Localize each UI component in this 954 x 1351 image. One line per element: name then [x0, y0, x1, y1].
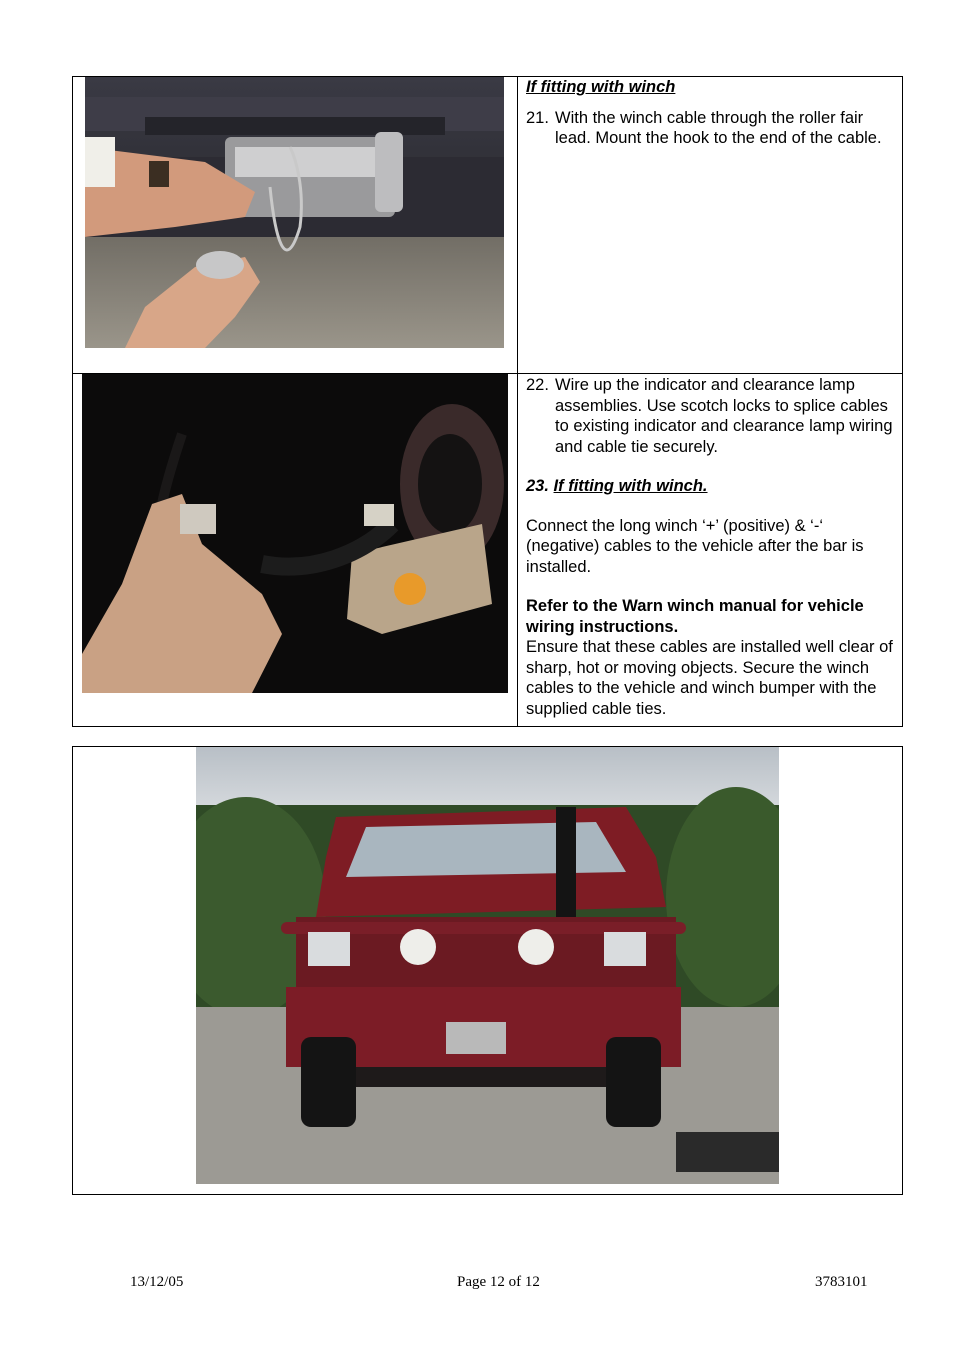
winch-heading: If fitting with winch: [526, 78, 676, 96]
refer-manual-text: Refer to the Warn winch manual for vehicle wiring instructions.: [526, 597, 864, 636]
step-23-heading: [526, 476, 896, 497]
row2-text: [526, 375, 896, 719]
winch-hook-photo: [85, 77, 504, 348]
instruction-table: [72, 76, 903, 727]
step-22-text: Wire up the indicator and clearance lamp assemblies. Use scotch locks to splice cables to existing indicator and clearance lamp wiring and cable tie securely.: [555, 376, 893, 456]
footer-doc-number: 3783101: [815, 1274, 868, 1290]
step-23-title: If fitting with winch.: [553, 477, 708, 495]
step-22-number: 22.: [526, 376, 549, 394]
ensure-cables-text: Ensure that these cables are installed well clear of sharp, hot or moving objects. Secure the winch cables to the vehicle and winch bumper with the supplied cable ties.: [526, 638, 893, 718]
vehicle-photo-box: [72, 746, 903, 1195]
step-21: [526, 108, 892, 149]
vehicle-bullbar-photo: [196, 747, 779, 1184]
connect-cables-text: Connect the long winch ‘+’ (positive) & ‘-‘ (negative) cables to the vehicle after the bar is installed.: [526, 516, 864, 576]
lamp-wiring-photo: [82, 374, 508, 693]
step-23-number: 23.: [526, 477, 549, 495]
step-22: [526, 375, 896, 457]
table-column-divider: [517, 77, 518, 726]
footer-date: 13/12/05: [130, 1274, 184, 1290]
step-21-text: With the winch cable through the roller fair lead. Mount the hook to the end of the cable.: [555, 108, 882, 147]
footer-page-number: Page 12 of 12: [457, 1274, 540, 1290]
step-21-number: 21.: [526, 108, 549, 127]
row1-text: [526, 77, 892, 149]
